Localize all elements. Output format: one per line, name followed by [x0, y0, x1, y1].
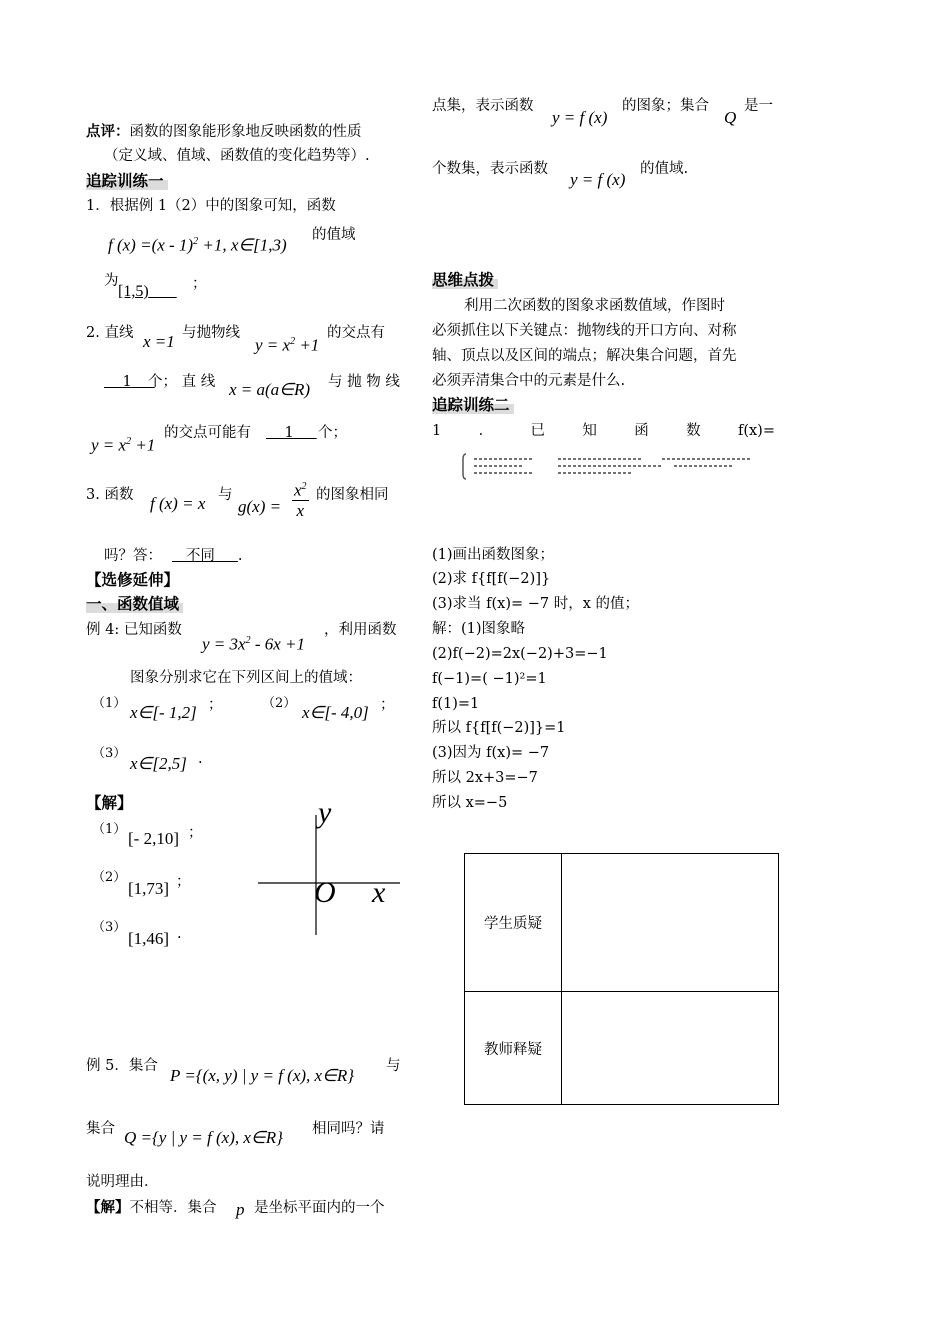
q2-answer-1: 1	[122, 374, 132, 390]
q2-text-a: 2. 直线	[86, 325, 134, 341]
ex4-part2-label: （2）	[262, 696, 297, 711]
q2-text-c: 的交点有	[327, 325, 385, 341]
axis-y-label: y	[318, 796, 332, 829]
q3-answer: 不同 .	[185, 548, 243, 564]
cont-text-e: 的值域.	[640, 161, 689, 177]
t2-step-2: (2)求 f{f[f(−2)]}	[432, 571, 551, 587]
cont-text-a: 点集，表示函数	[432, 98, 534, 114]
think-line-3: 轴、顶点以及区间的端点；解决集合问题，首先	[432, 348, 737, 364]
axis-x-label: x	[372, 876, 386, 909]
t2-q1: 1 ． 已 知 函 数 f(x)=	[432, 423, 775, 439]
q2-answer-2: 1	[284, 425, 294, 441]
q3-text-d: 吗？答：	[104, 548, 162, 564]
ex5-text-c: 集合	[86, 1121, 115, 1137]
cont-text-d: 个数集，表示函数	[432, 161, 548, 177]
q3-text-b: 与	[218, 487, 233, 503]
solution-label: 【解】	[86, 794, 133, 812]
heading-track-2: 追踪训练二	[432, 395, 514, 415]
ex5-solution: 【解】不相等．集合	[86, 1199, 217, 1216]
heading-think: 思维点拨	[432, 270, 498, 290]
teacher-answer-cell[interactable]	[562, 992, 779, 1105]
t2-step-4: 解：(1)图象略	[432, 621, 526, 637]
think-line-1: 利用二次函数的图象求函数值域，作图时	[464, 298, 725, 314]
q1-formula: f (x) =(x - 1)$^2$ +1, x∈[1,3)	[108, 235, 287, 255]
t2-step-11: 所以 x=−5	[432, 795, 508, 811]
ex4-text-b: ，利用函数	[324, 622, 397, 638]
q3-text-a: 3. 函数	[86, 487, 134, 503]
q2-text-d: 个； 直 线	[148, 374, 216, 390]
think-line-4: 必须弄清集合中的元素是什么.	[432, 373, 626, 389]
ex5-set-q: Q ={y | y = f (x), x∈R}	[124, 1128, 283, 1147]
ex5-p: p	[236, 1200, 245, 1219]
q2-parabola-2: $y = x^2 +1$	[91, 435, 156, 455]
q1-text: 1．根据例 1（2）中的图象可知，函数	[86, 198, 336, 214]
q1-suffix: 的值域	[312, 227, 356, 243]
ex4-text-a: 例 4: 已知函数	[86, 622, 182, 638]
ex4-part1: x∈[- 1,2]	[130, 703, 197, 722]
cont-text-c: 是一	[744, 98, 773, 114]
comment-line-2: （定义域、值域、函数值的变化趋势等）.	[104, 148, 370, 164]
q2-text-f: 的交点可能有	[164, 425, 251, 441]
sol1-label: （1）	[92, 822, 127, 837]
ex4-part3: x∈[2,5]	[130, 754, 187, 773]
comment-label: 点评：	[86, 123, 130, 140]
t2-step-9: (3)因为 f(x)= −7	[432, 745, 550, 761]
t2-step-3: (3)求当 f(x)= −7 时，x 的值；	[432, 596, 640, 612]
comment-line-1: 点评：函数的图象能形象地反映函数的性质	[86, 123, 362, 140]
q2-line-x1: x =1	[143, 332, 175, 351]
cont-q: Q	[724, 108, 737, 127]
sol2: [1,73]	[128, 879, 170, 898]
sol2-label: （2）	[92, 870, 127, 885]
ex4-part1-semi: ；	[208, 697, 223, 713]
sol3-dot: .	[177, 926, 182, 942]
t2-step-8: 所以 f{f[f(−2)]}=1	[432, 720, 566, 736]
ex4-part2-semi: ；	[380, 697, 395, 713]
q3-text-c: 的图象相同	[316, 487, 389, 503]
q2-text-b: 与抛物线	[182, 325, 240, 341]
ex4-part3-dot: .	[198, 751, 203, 767]
ex4-text-c: 图象分别求它在下列区间上的值域：	[130, 670, 362, 686]
sol2-semi: ；	[176, 874, 191, 890]
q2-parabola: $y = x^2 +1$	[255, 335, 320, 355]
ex5-solution-tail: 是坐标平面内的一个	[254, 1200, 385, 1216]
qa-table	[464, 853, 779, 1105]
teacher-answer-label: 教师释疑	[465, 992, 562, 1105]
ex5-text-d: 相同吗？请	[312, 1121, 385, 1137]
ex5-text-b: 与	[386, 1058, 401, 1074]
ex5-text-a: 例 5．集合	[86, 1058, 158, 1074]
table-row	[465, 854, 779, 992]
q1-end: ；	[192, 276, 207, 292]
t2-step-7: f(1)=1	[432, 696, 480, 712]
t2-step-1: (1)画出函数图象；	[432, 547, 555, 563]
cont-f1: y = f (x)	[552, 108, 608, 127]
q3-g: g(x) =	[238, 497, 282, 516]
heading-extension: 【选修延伸】	[86, 571, 180, 589]
sol1-semi: ；	[188, 825, 203, 841]
origin-label: O	[314, 876, 336, 909]
sol3: [1,46]	[128, 929, 170, 948]
q2-text-e: 与 抛 物 线	[328, 374, 400, 390]
student-question-label: 学生质疑	[465, 854, 562, 992]
ex4-part2: x∈[- 4,0]	[302, 703, 369, 722]
sol1: [- 2,10]	[128, 829, 179, 848]
student-question-cell[interactable]	[562, 854, 779, 992]
heading-track-1: 追踪训练一	[86, 171, 168, 191]
q1-answer: [1,5)	[118, 283, 149, 300]
piecewise-function-image	[462, 451, 752, 481]
cont-text-b: 的图象；集合	[622, 98, 709, 114]
cont-f2: y = f (x)	[570, 170, 626, 189]
table-row	[465, 992, 779, 1105]
t2-step-10: 所以 2x+3=−7	[432, 770, 538, 786]
q3-fraction: $\frac{x^2}{x}$	[292, 478, 309, 521]
t2-step-5: (2)f(−2)=2x(−2)+3=−1	[432, 646, 608, 662]
q3-f: f (x) = x	[150, 494, 206, 513]
ex4-part3-label: （3）	[92, 746, 127, 761]
ex5-set-p: P ={(x, y) | y = f (x), x∈R}	[170, 1066, 355, 1085]
q2-line-xa: x = a(a∈R)	[229, 380, 311, 399]
think-line-2: 必须抓住以下关键点：抛物线的开口方向、对称	[432, 323, 737, 339]
q1-wei: 为	[104, 273, 119, 289]
sol3-label: （3）	[92, 920, 127, 935]
q2-text-g: 个；	[318, 425, 347, 441]
ex5-text-e: 说明理由．	[86, 1174, 159, 1190]
heading-section-1: 一、函数值域	[86, 594, 183, 614]
ex4-formula: $y = 3x^2 - 6x +1$	[202, 634, 305, 654]
ex4-part1-label: （1）	[92, 696, 127, 711]
t2-step-6: f(−1)=( −1)²=1	[432, 671, 547, 687]
